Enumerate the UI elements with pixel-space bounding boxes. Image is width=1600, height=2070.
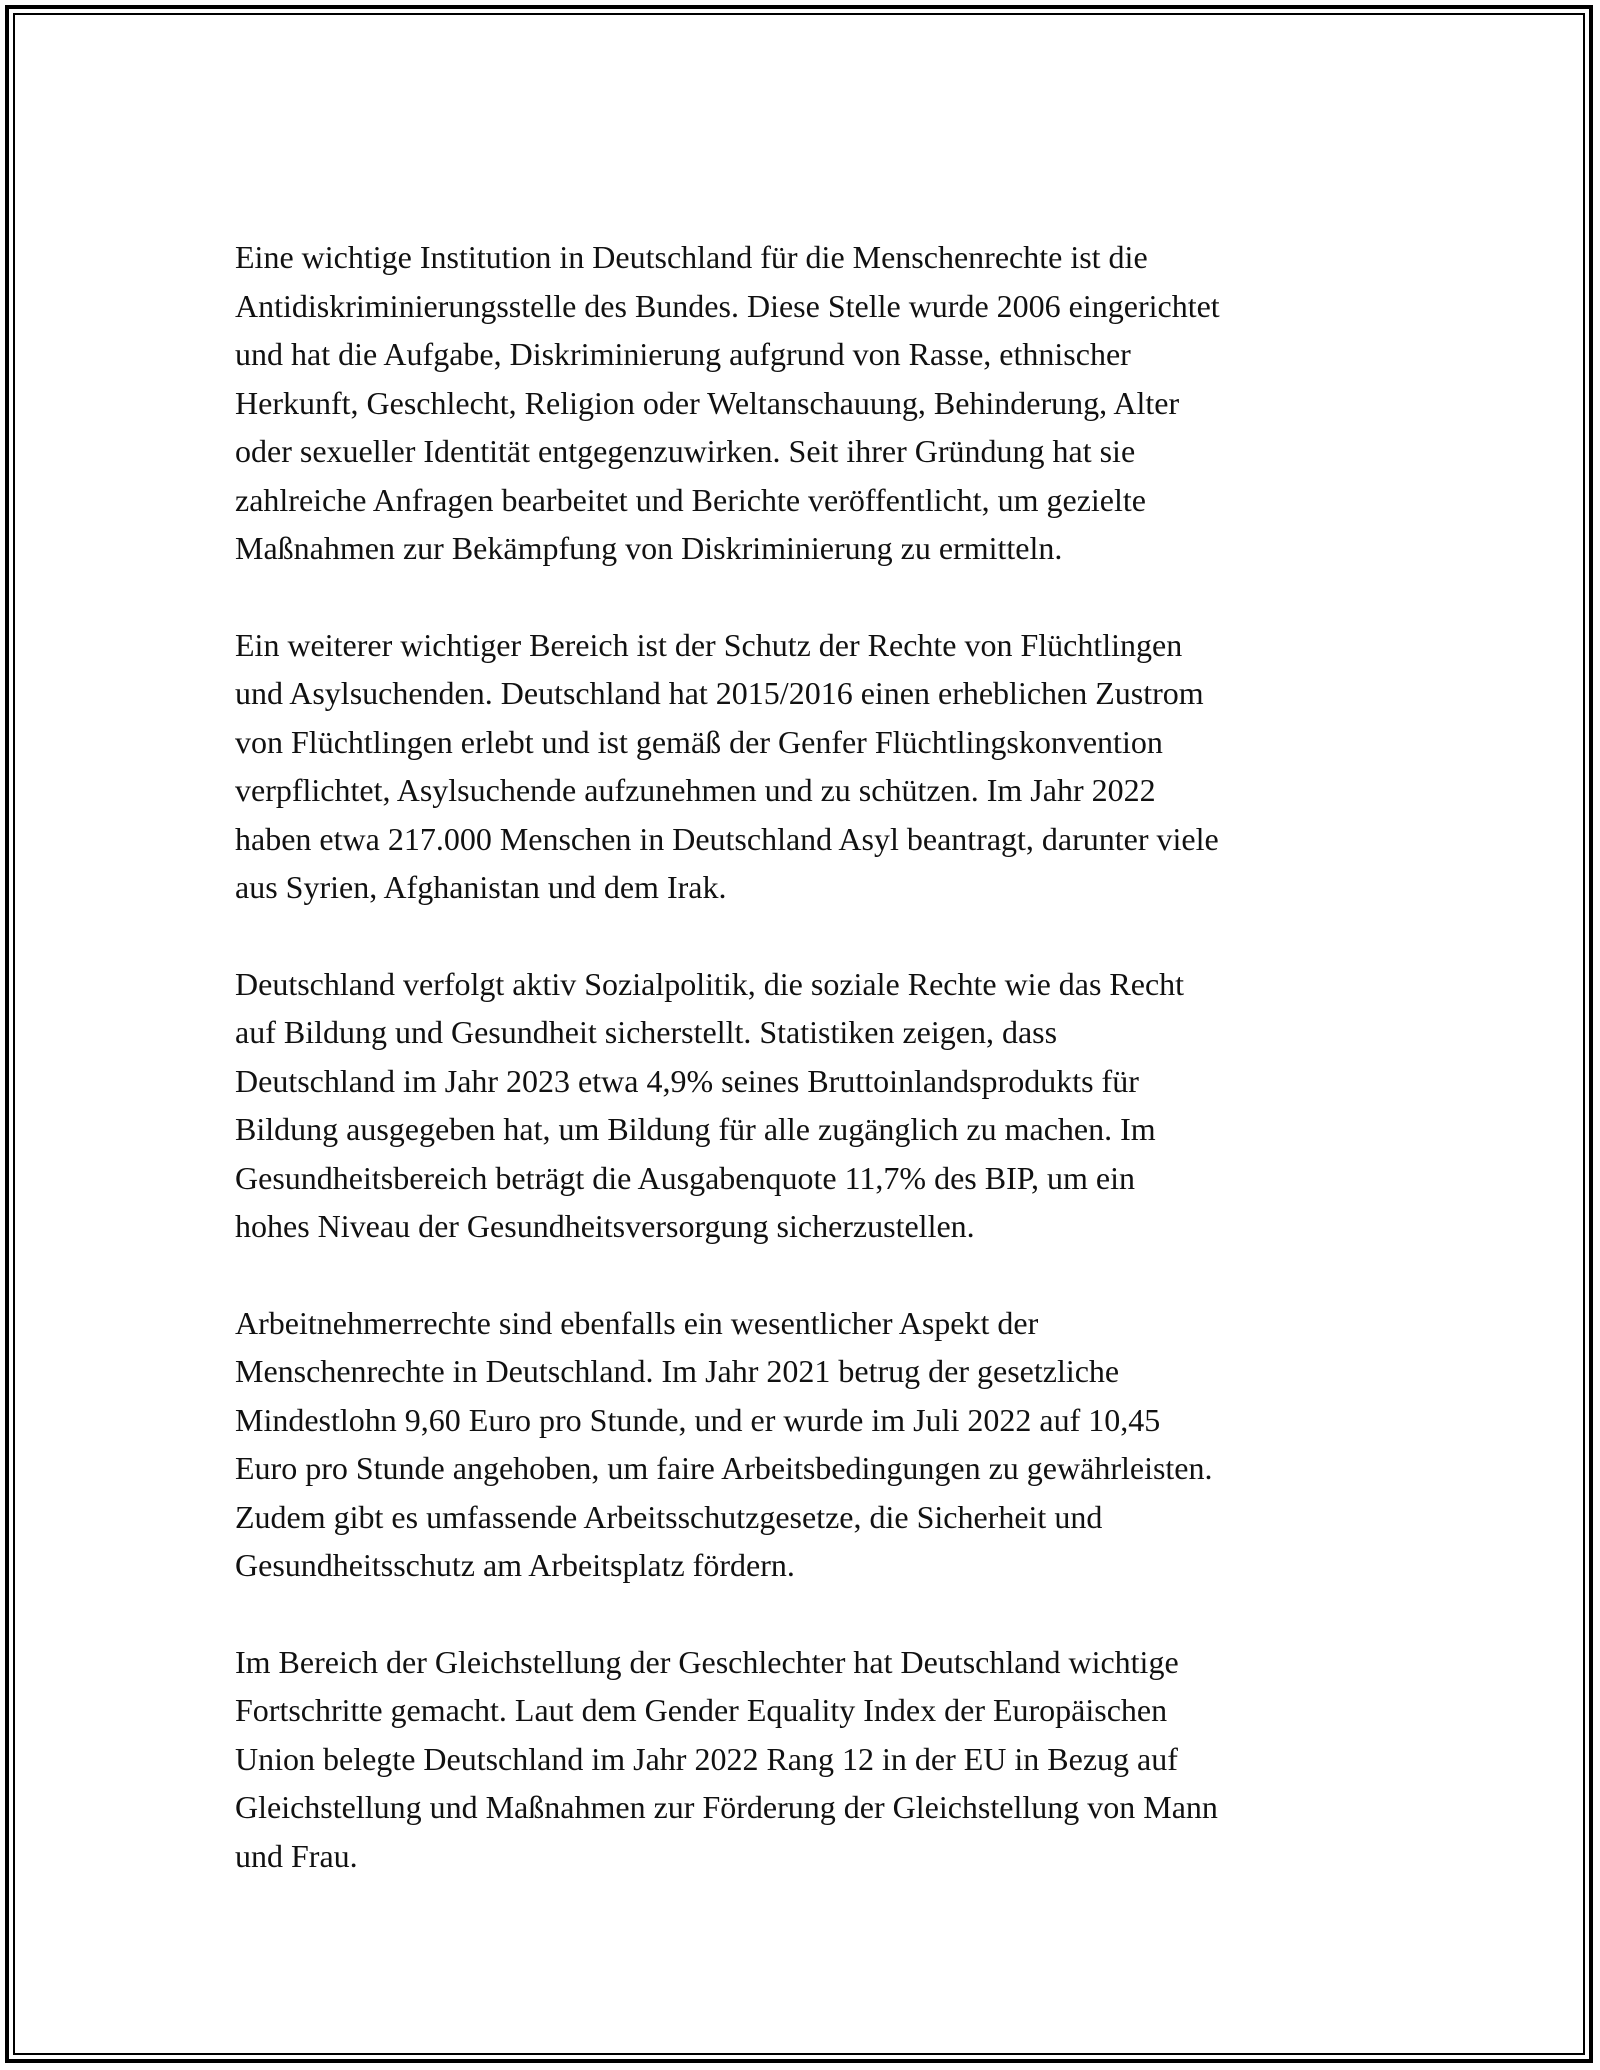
text-line: Deutschland verfolgt aktiv Sozialpolitik, die soziale Rechte wie das Recht bbox=[235, 965, 1185, 1002]
text-line: und hat die Aufgabe, Diskriminierung aufgrund von Rasse, ethnischer bbox=[235, 336, 1131, 372]
text-line: Zudem gibt es umfassende Arbeitsschutzgesetze, die Sicherheit und bbox=[235, 1498, 1103, 1535]
paragraph-fluechtlinge bbox=[235, 621, 1380, 912]
text-line: Fortschritte gemacht. Laut dem Gender Equality Index der Europäischen bbox=[235, 1692, 1168, 1728]
text-line: Bildung ausgegeben hat, um Bildung für alle zugänglich zu machen. Im bbox=[235, 1111, 1156, 1147]
text-line: Ein weiterer wichtiger Bereich ist der Schutz der Rechte von Flüchtlingen bbox=[235, 626, 1183, 663]
text-line: Menschenrechte in Deutschland. Im Jahr 2021 betrug der gesetzliche bbox=[235, 1353, 1120, 1389]
text-line: Eine wichtige Institution in Deutschland für die Menschenrechte ist die bbox=[235, 239, 1148, 275]
text-line: Gesundheitsbereich beträgt die Ausgabenquote 11,7% des BIP, um ein bbox=[235, 1159, 1135, 1196]
text-line: auf Bildung und Gesundheit sicherstellt. Statistiken zeigen, dass bbox=[235, 1014, 1058, 1050]
document-body bbox=[235, 233, 1380, 1928]
text-line: Maßnahmen zur Bekämpfung von Diskriminierung zu ermitteln. bbox=[235, 530, 1063, 566]
paragraph-arbeitnehmerrechte bbox=[235, 1299, 1380, 1590]
paragraph-sozialpolitik bbox=[235, 960, 1380, 1251]
text-line: oder sexueller Identität entgegenzuwirken. Seit ihrer Gründung hat sie bbox=[235, 433, 1136, 469]
text-line: Herkunft, Geschlecht, Religion oder Weltanschauung, Behinderung, Alter bbox=[235, 384, 1180, 421]
text-line: Gesundheitsschutz am Arbeitsplatz fördern. bbox=[235, 1547, 795, 1583]
text-line: Union belegte Deutschland im Jahr 2022 Rang 12 in der EU in Bezug auf bbox=[235, 1740, 1178, 1777]
text-line: hohes Niveau der Gesundheitsversorgung sicherzustellen. bbox=[235, 1208, 975, 1244]
text-line: Gleichstellung und Maßnahmen zur Förderung der Gleichstellung von Mann bbox=[235, 1789, 1218, 1825]
text-line: Arbeitnehmerrechte sind ebenfalls ein wesentlicher Aspekt der bbox=[235, 1304, 1039, 1341]
text-line: Antidiskriminierungsstelle des Bundes. Diese Stelle wurde 2006 eingerichtet bbox=[235, 287, 1220, 324]
text-line: zahlreiche Anfragen bearbeitet und Berichte veröffentlicht, um gezielte bbox=[235, 481, 1146, 518]
text-line: haben etwa 217.000 Menschen in Deutschland Asyl beantragt, darunter viele bbox=[235, 820, 1219, 857]
text-line: Im Bereich der Gleichstellung der Geschlechter hat Deutschland wichtige bbox=[235, 1643, 1179, 1680]
text-line: aus Syrien, Afghanistan und dem Irak. bbox=[235, 869, 727, 905]
text-line: verpflichtet, Asylsuchende aufzunehmen und zu schützen. Im Jahr 2022 bbox=[235, 772, 1156, 808]
text-line: Deutschland im Jahr 2023 etwa 4,9% seines Bruttoinlandsprodukts für bbox=[235, 1062, 1139, 1099]
text-line: Mindestlohn 9,60 Euro pro Stunde, und er wurde im Juli 2022 auf 10,45 bbox=[235, 1401, 1161, 1438]
text-line: von Flüchtlingen erlebt und ist gemäß der Genfer Flüchtlingskonvention bbox=[235, 723, 1163, 760]
paragraph-antidiskriminierungsstelle bbox=[235, 233, 1380, 573]
text-line: und Frau. bbox=[235, 1837, 358, 1874]
text-line: Euro pro Stunde angehoben, um faire Arbeitsbedingungen zu gewährleisten. bbox=[235, 1450, 1213, 1486]
paragraph-gleichstellung bbox=[235, 1638, 1380, 1881]
text-line: und Asylsuchenden. Deutschland hat 2015/2016 einen erheblichen Zustrom bbox=[235, 675, 1204, 711]
